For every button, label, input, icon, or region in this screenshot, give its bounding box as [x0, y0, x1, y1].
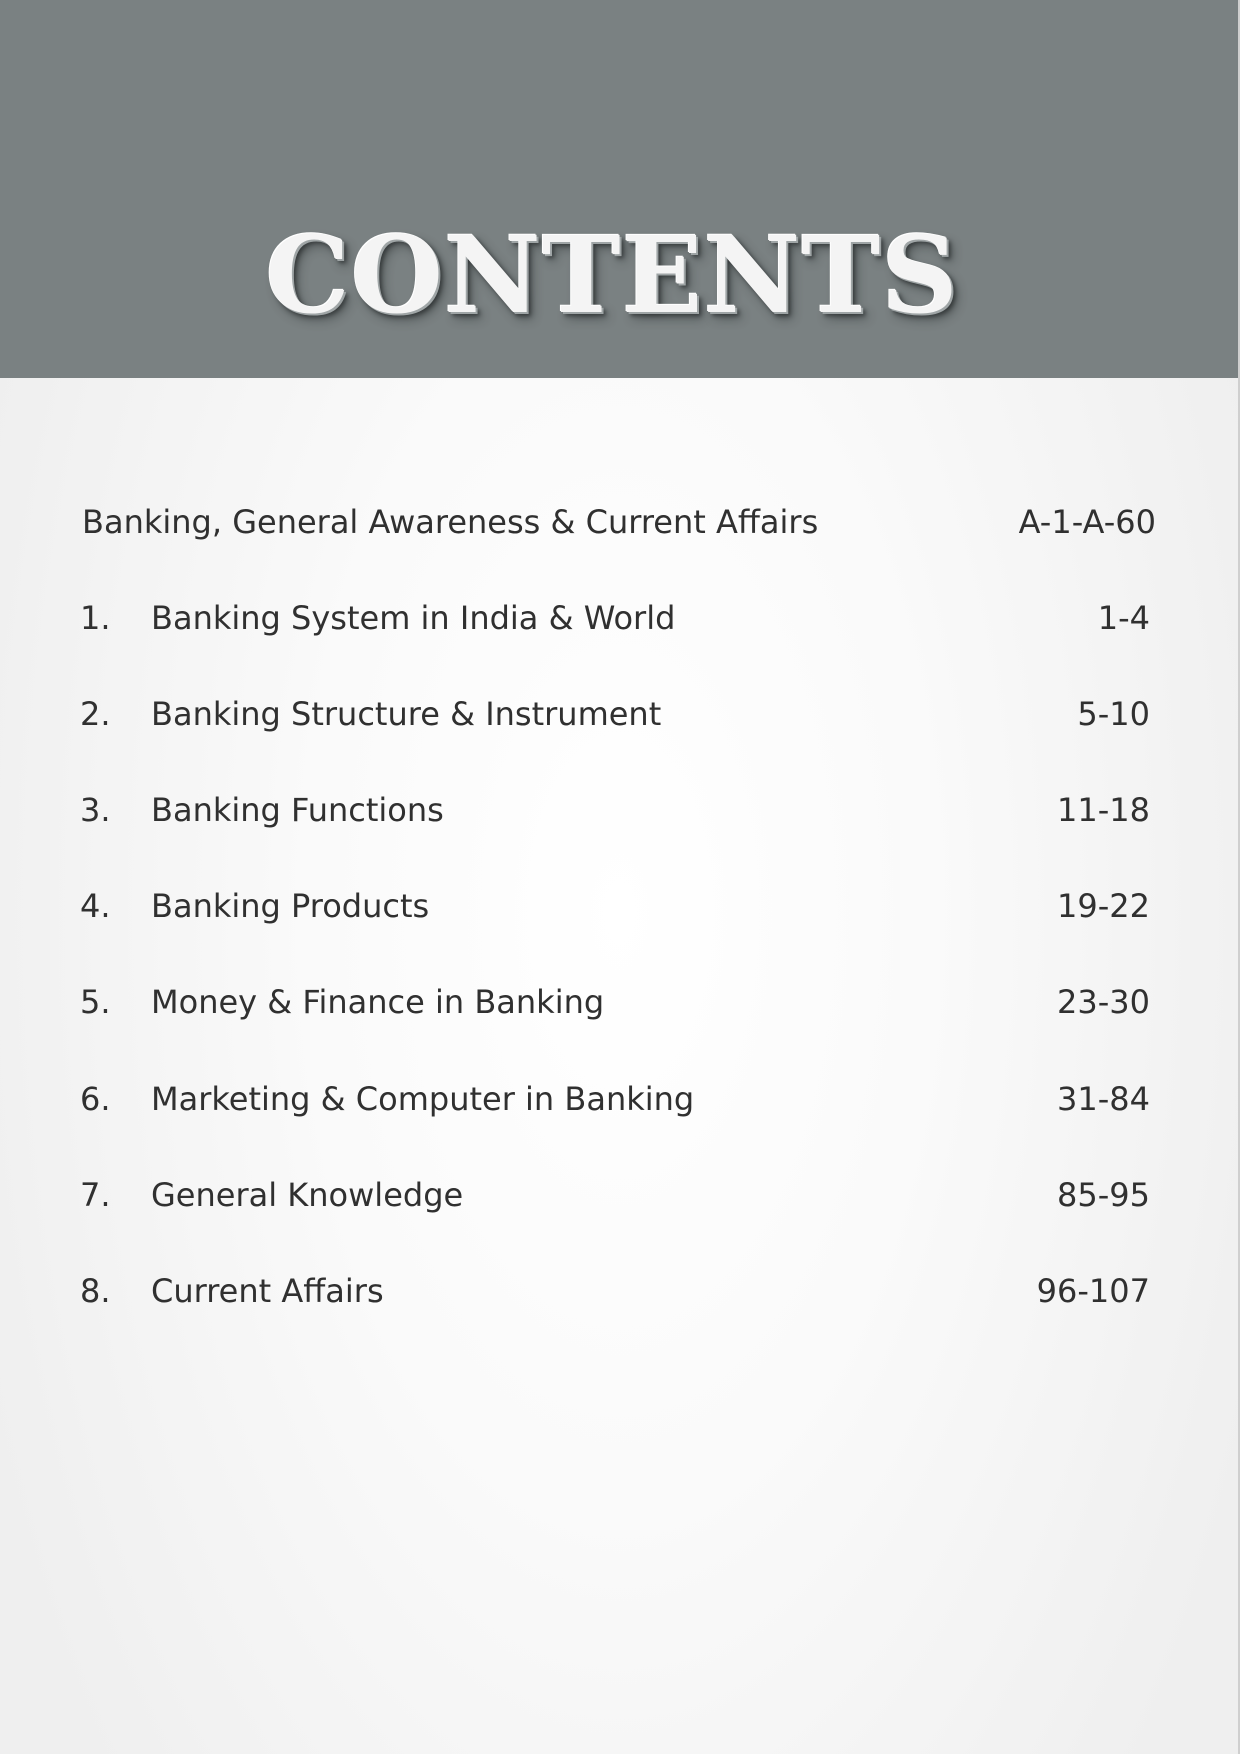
- toc-item-title: Current Affairs: [151, 1272, 384, 1310]
- toc-item-title: Banking Structure & Instrument: [151, 695, 662, 733]
- toc-item-number: 3.: [80, 791, 111, 829]
- toc-item-number: 7.: [80, 1176, 111, 1214]
- toc-item[interactable]: [80, 689, 1150, 739]
- toc-item-pages: 19-22: [1057, 887, 1150, 925]
- toc-item-number: 5.: [80, 983, 111, 1021]
- toc-item-title: Marketing & Computer in Banking: [151, 1080, 695, 1118]
- toc-item-pages: 96-107: [1036, 1272, 1150, 1310]
- toc-item-number: 2.: [80, 695, 111, 733]
- toc-item-title: Banking System in India & World: [151, 599, 676, 637]
- page-title: CONTENTS: [265, 212, 959, 337]
- toc-item[interactable]: [80, 881, 1150, 931]
- toc-item-title: General Knowledge: [151, 1176, 464, 1214]
- toc-item[interactable]: [80, 1170, 1150, 1220]
- toc-item-number: 6.: [80, 1080, 111, 1118]
- toc-section-title: Banking, General Awareness & Current Affairs: [82, 503, 819, 541]
- toc-item-pages: 31-84: [1057, 1080, 1150, 1118]
- toc-item[interactable]: [80, 1266, 1150, 1316]
- toc-item-pages: 85-95: [1057, 1176, 1150, 1214]
- toc-item-pages: 11-18: [1057, 791, 1150, 829]
- toc-item-number: 8.: [80, 1272, 111, 1310]
- toc-item[interactable]: [80, 593, 1150, 643]
- toc-item-number: 1.: [80, 599, 111, 637]
- toc-item-pages: 23-30: [1057, 983, 1150, 1021]
- toc-item-title: Money & Finance in Banking: [151, 983, 605, 1021]
- toc-item-pages: 1-4: [1097, 599, 1150, 637]
- toc-item-title: Banking Products: [151, 887, 430, 925]
- toc-item[interactable]: [80, 1074, 1150, 1124]
- toc-section-row[interactable]: [82, 497, 1156, 547]
- toc-item[interactable]: [80, 785, 1150, 835]
- toc-item[interactable]: [80, 977, 1150, 1027]
- toc-item-number: 4.: [80, 887, 111, 925]
- toc-item-pages: 5-10: [1077, 695, 1150, 733]
- toc-item-title: Banking Functions: [151, 791, 444, 829]
- toc-section-pages: A-1-A-60: [1018, 503, 1156, 541]
